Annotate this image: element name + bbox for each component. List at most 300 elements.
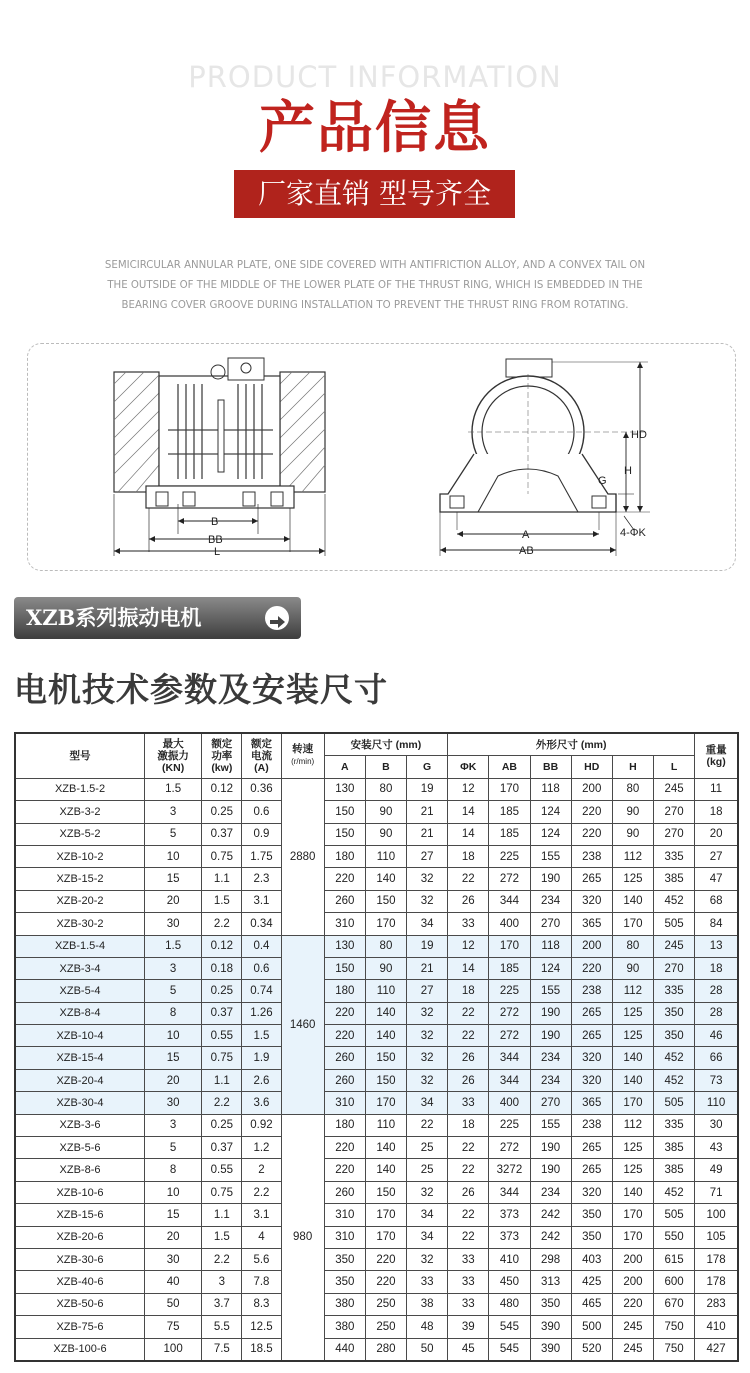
header-line: (kw) [211, 761, 233, 774]
table-cell: 80 [365, 778, 406, 800]
table-cell: 2 [242, 1159, 281, 1181]
table-cell: 750 [653, 1338, 694, 1361]
table-cell: 140 [365, 1002, 406, 1024]
table-cell: 84 [695, 913, 738, 935]
table-cell: 220 [324, 1159, 365, 1181]
table-cell: 350 [530, 1293, 571, 1315]
table-row [15, 980, 738, 1002]
table-row [15, 1047, 738, 1069]
table-cell: 25 [407, 1137, 448, 1159]
table-cell: 505 [653, 1092, 694, 1114]
spec-table-body [15, 778, 738, 1361]
table-cell: 2.6 [242, 1069, 281, 1091]
table-cell: 0.37 [202, 823, 242, 845]
model-cell: XZB-30-2 [15, 913, 145, 935]
table-cell: 170 [365, 1092, 406, 1114]
table-cell: 245 [653, 778, 694, 800]
table-cell: 2.2 [202, 1248, 242, 1270]
spec-table [14, 732, 739, 1362]
header-bb: BB [530, 756, 571, 778]
table-cell: 5 [145, 1137, 202, 1159]
table-cell: 15 [145, 1047, 202, 1069]
model-cell: XZB-15-4 [15, 1047, 145, 1069]
table-cell: 350 [653, 1025, 694, 1047]
table-cell: 238 [571, 1114, 612, 1136]
table-cell: 15 [145, 868, 202, 890]
table-cell: 33 [448, 1092, 489, 1114]
table-cell: 26 [448, 1047, 489, 1069]
table-cell: 280 [365, 1338, 406, 1361]
table-cell: 220 [365, 1271, 406, 1293]
table-cell: 3 [202, 1271, 242, 1293]
table-cell: 1.1 [202, 1204, 242, 1226]
table-cell: 550 [653, 1226, 694, 1248]
table-cell: 125 [612, 1025, 653, 1047]
table-cell: 155 [530, 1114, 571, 1136]
table-cell: 2.2 [202, 1092, 242, 1114]
table-cell: 30 [145, 1248, 202, 1270]
table-row [15, 1338, 738, 1361]
table-cell: 125 [612, 1159, 653, 1181]
table-cell: 12 [448, 935, 489, 957]
table-cell: 0.37 [202, 1002, 242, 1024]
table-cell: 26 [448, 890, 489, 912]
table-cell: 0.74 [242, 980, 281, 1002]
model-cell: XZB-50-6 [15, 1293, 145, 1315]
table-cell: 185 [489, 957, 530, 979]
table-cell: 130 [324, 935, 365, 957]
table-cell: 185 [489, 801, 530, 823]
header-b: B [365, 756, 406, 778]
table-cell: 18.5 [242, 1338, 281, 1361]
table-cell: 245 [653, 935, 694, 957]
table-cell: 350 [324, 1271, 365, 1293]
table-cell: 22 [448, 1025, 489, 1047]
page-title: 产品信息 [259, 96, 491, 161]
table-cell: 220 [571, 823, 612, 845]
table-cell: 0.6 [242, 801, 281, 823]
table-cell: 265 [571, 1137, 612, 1159]
table-cell: 90 [612, 801, 653, 823]
table-cell: 600 [653, 1271, 694, 1293]
table-cell: 380 [324, 1293, 365, 1315]
table-cell: 200 [612, 1248, 653, 1270]
background-title: PRODUCT INFORMATION [188, 60, 562, 94]
table-cell: 5 [145, 980, 202, 1002]
table-cell: 27 [407, 845, 448, 867]
dimension-label-a: A [522, 529, 530, 541]
table-cell: 50 [407, 1338, 448, 1361]
table-cell: 32 [407, 1047, 448, 1069]
table-cell: 270 [530, 913, 571, 935]
table-cell: 373 [489, 1204, 530, 1226]
table-cell: 140 [365, 868, 406, 890]
table-cell: 0.18 [202, 957, 242, 979]
table-cell: 13 [695, 935, 738, 957]
table-cell: 15 [145, 1204, 202, 1226]
table-cell: 68 [695, 890, 738, 912]
table-cell: 225 [489, 845, 530, 867]
table-cell: 124 [530, 957, 571, 979]
table-cell: 385 [653, 1137, 694, 1159]
table-cell: 220 [571, 801, 612, 823]
table-cell: 270 [653, 823, 694, 845]
table-cell: 670 [653, 1293, 694, 1315]
table-cell: 130 [324, 778, 365, 800]
table-cell: 125 [612, 1002, 653, 1024]
table-cell: 3.6 [242, 1092, 281, 1114]
table-cell: 28 [695, 980, 738, 1002]
table-cell: 1.5 [145, 935, 202, 957]
speed-cell: 1460 [281, 935, 324, 1114]
table-cell: 225 [489, 1114, 530, 1136]
model-cell: XZB-40-6 [15, 1271, 145, 1293]
table-row [15, 778, 738, 800]
table-cell: 190 [530, 1002, 571, 1024]
table-cell: 270 [653, 957, 694, 979]
model-cell: XZB-5-6 [15, 1137, 145, 1159]
table-cell: 90 [365, 823, 406, 845]
table-row [15, 913, 738, 935]
table-cell: 0.34 [242, 913, 281, 935]
table-cell: 390 [530, 1316, 571, 1338]
table-row [15, 1069, 738, 1091]
table-cell: 3 [145, 957, 202, 979]
table-cell: 22 [448, 1137, 489, 1159]
table-cell: 200 [612, 1271, 653, 1293]
table-cell: 272 [489, 868, 530, 890]
table-cell: 118 [530, 778, 571, 800]
arrow-right-icon [265, 606, 289, 630]
table-cell: 80 [612, 935, 653, 957]
table-cell: 350 [653, 1002, 694, 1024]
table-cell: 1.1 [202, 868, 242, 890]
dimension-drawing [27, 343, 736, 571]
dimension-label-l: L [214, 546, 221, 558]
table-cell: 8 [145, 1159, 202, 1181]
model-cell: XZB-1.5-2 [15, 778, 145, 800]
model-cell: XZB-100-6 [15, 1338, 145, 1361]
table-cell: 0.25 [202, 1114, 242, 1136]
table-cell: 170 [365, 1204, 406, 1226]
table-cell: 220 [324, 1137, 365, 1159]
model-cell: XZB-15-6 [15, 1204, 145, 1226]
table-cell: 22 [448, 1002, 489, 1024]
table-cell: 18 [695, 801, 738, 823]
table-cell: 0.37 [202, 1137, 242, 1159]
table-cell: 234 [530, 1069, 571, 1091]
table-cell: 3.7 [202, 1293, 242, 1315]
table-cell: 105 [695, 1226, 738, 1248]
table-cell: 310 [324, 1226, 365, 1248]
table-cell: 11 [695, 778, 738, 800]
table-cell: 238 [571, 980, 612, 1002]
table-row [15, 1137, 738, 1159]
table-cell: 0.92 [242, 1114, 281, 1136]
speed-cell: 2880 [281, 778, 324, 935]
model-cell: XZB-20-2 [15, 890, 145, 912]
table-cell: 19 [407, 935, 448, 957]
table-cell: 22 [448, 1226, 489, 1248]
table-cell: 190 [530, 868, 571, 890]
model-cell: XZB-3-2 [15, 801, 145, 823]
header-line: 重量 [705, 743, 727, 756]
table-cell: 22 [448, 868, 489, 890]
table-cell: 3.1 [242, 890, 281, 912]
table-cell: 0.75 [202, 845, 242, 867]
table-cell: 140 [612, 890, 653, 912]
table-cell: 344 [489, 890, 530, 912]
table-cell: 400 [489, 913, 530, 935]
table-cell: 28 [695, 1002, 738, 1024]
dimension-label-bb: BB [208, 534, 223, 546]
table-cell: 242 [530, 1204, 571, 1226]
table-cell: 1.5 [202, 890, 242, 912]
table-cell: 170 [365, 913, 406, 935]
table-row [15, 1025, 738, 1047]
header-h: H [612, 756, 653, 778]
table-cell: 220 [365, 1248, 406, 1270]
table-row [15, 1092, 738, 1114]
table-cell: 33 [407, 1271, 448, 1293]
table-cell: 5 [145, 823, 202, 845]
table-cell: 1.26 [242, 1002, 281, 1024]
table-cell: 32 [407, 1002, 448, 1024]
table-cell: 170 [612, 1226, 653, 1248]
table-cell: 260 [324, 1069, 365, 1091]
header-ab: AB [489, 756, 530, 778]
table-cell: 0.75 [202, 1047, 242, 1069]
motor-side-view [114, 358, 325, 556]
table-cell: 180 [324, 980, 365, 1002]
table-cell: 270 [653, 801, 694, 823]
table-cell: 170 [489, 935, 530, 957]
header-line: (kg) [706, 755, 726, 768]
table-cell: 425 [571, 1271, 612, 1293]
table-cell: 150 [324, 823, 365, 845]
table-cell: 49 [695, 1159, 738, 1181]
table-cell: 30 [695, 1114, 738, 1136]
table-cell: 234 [530, 890, 571, 912]
table-cell: 427 [695, 1338, 738, 1361]
dimension-label-b: B [211, 516, 219, 528]
table-cell: 18 [448, 1114, 489, 1136]
table-cell: 4 [242, 1226, 281, 1248]
table-row [15, 1293, 738, 1315]
table-cell: 365 [571, 1092, 612, 1114]
table-row [15, 1181, 738, 1203]
table-cell: 385 [653, 868, 694, 890]
table-cell: 14 [448, 957, 489, 979]
table-cell: 178 [695, 1271, 738, 1293]
table-cell: 0.9 [242, 823, 281, 845]
table-row [15, 823, 738, 845]
table-cell: 0.12 [202, 935, 242, 957]
table-cell: 265 [571, 1002, 612, 1024]
table-cell: 19 [407, 778, 448, 800]
table-cell: 220 [324, 868, 365, 890]
header-line: 最大 [162, 737, 184, 750]
model-cell: XZB-10-4 [15, 1025, 145, 1047]
table-cell: 320 [571, 1069, 612, 1091]
table-cell: 14 [448, 801, 489, 823]
table-row [15, 868, 738, 890]
table-cell: 90 [612, 823, 653, 845]
header-line: (A) [254, 761, 269, 774]
table-cell: 3272 [489, 1159, 530, 1181]
table-row [15, 1271, 738, 1293]
table-cell: 220 [571, 957, 612, 979]
table-cell: 18 [448, 845, 489, 867]
table-cell: 66 [695, 1047, 738, 1069]
dimension-label-k: 4-ΦK [620, 527, 646, 539]
table-cell: 140 [365, 1159, 406, 1181]
model-cell: XZB-8-6 [15, 1159, 145, 1181]
table-cell: 320 [571, 1047, 612, 1069]
header-line: 电流 [250, 749, 272, 762]
table-row [15, 890, 738, 912]
table-cell: 344 [489, 1047, 530, 1069]
table-cell: 403 [571, 1248, 612, 1270]
header-line: 转速 [292, 743, 314, 756]
table-cell: 185 [489, 823, 530, 845]
table-cell: 385 [653, 1159, 694, 1181]
table-cell: 260 [324, 890, 365, 912]
table-cell: 190 [530, 1137, 571, 1159]
table-cell: 350 [324, 1248, 365, 1270]
table-cell: 140 [612, 1047, 653, 1069]
table-cell: 283 [695, 1293, 738, 1315]
header-l: L [653, 756, 694, 778]
table-cell: 7.5 [202, 1338, 242, 1361]
table-cell: 50 [145, 1293, 202, 1315]
table-cell: 1.5 [242, 1025, 281, 1047]
header-line: (KN) [162, 761, 185, 774]
table-cell: 3.1 [242, 1204, 281, 1226]
table-cell: 452 [653, 1069, 694, 1091]
table-cell: 90 [365, 801, 406, 823]
table-cell: 112 [612, 980, 653, 1002]
table-cell: 5.6 [242, 1248, 281, 1270]
table-cell: 400 [489, 1092, 530, 1114]
table-cell: 0.25 [202, 980, 242, 1002]
table-cell: 26 [448, 1181, 489, 1203]
model-cell: XZB-1.5-4 [15, 935, 145, 957]
table-cell: 34 [407, 1204, 448, 1226]
speed-cell: 980 [281, 1114, 324, 1361]
table-cell: 313 [530, 1271, 571, 1293]
table-cell: 34 [407, 913, 448, 935]
table-cell: 22 [407, 1114, 448, 1136]
table-cell: 90 [612, 957, 653, 979]
table-cell: 32 [407, 890, 448, 912]
table-cell: 155 [530, 980, 571, 1002]
table-cell: 272 [489, 1025, 530, 1047]
table-cell: 272 [489, 1002, 530, 1024]
table-cell: 250 [365, 1293, 406, 1315]
table-cell: 170 [612, 913, 653, 935]
table-cell: 190 [530, 1025, 571, 1047]
description-line: THE OUTSIDE OF THE MIDDLE OF THE LOWER PLATE OF THE THRUST RING, WHICH IS EMBEDDED IN THE [107, 280, 643, 291]
table-cell: 0.55 [202, 1159, 242, 1181]
table-row [15, 845, 738, 867]
table-cell: 350 [571, 1226, 612, 1248]
table-cell: 0.25 [202, 801, 242, 823]
table-cell: 1.75 [242, 845, 281, 867]
table-cell: 2.3 [242, 868, 281, 890]
table-cell: 310 [324, 1204, 365, 1226]
table-cell: 48 [407, 1316, 448, 1338]
header-a: A [324, 756, 365, 778]
table-cell: 0.6 [242, 957, 281, 979]
table-cell: 18 [695, 957, 738, 979]
table-row [15, 801, 738, 823]
header-outline: 外形尺寸 (mm) [448, 733, 695, 756]
table-cell: 10 [145, 1025, 202, 1047]
table-cell: 190 [530, 1159, 571, 1181]
header-g: G [407, 756, 448, 778]
table-cell: 150 [365, 1069, 406, 1091]
header-power [202, 733, 242, 778]
description-line: SEMICIRCULAR ANNULAR PLATE, ONE SIDE COVERED WITH ANTIFRICTION ALLOY, AND A CONVEX TAIL ON [104, 260, 646, 271]
table-cell: 73 [695, 1069, 738, 1091]
table-cell: 234 [530, 1181, 571, 1203]
table-cell: 505 [653, 1204, 694, 1226]
motor-front-view [440, 359, 650, 556]
table-cell: 20 [145, 890, 202, 912]
model-cell: XZB-5-4 [15, 980, 145, 1002]
table-cell: 38 [407, 1293, 448, 1315]
table-cell: 125 [612, 1137, 653, 1159]
table-cell: 238 [571, 845, 612, 867]
description-line: BEARING COVER GROOVE DURING INSTALLATION TO PREVENT THE THRUST RING FROM ROTATING. [121, 300, 629, 311]
table-cell: 32 [407, 1248, 448, 1270]
series-title: XZB系列振动电机 [26, 605, 202, 630]
table-cell: 320 [571, 1181, 612, 1203]
table-cell: 0.36 [242, 778, 281, 800]
table-cell: 32 [407, 1181, 448, 1203]
table-cell: 8 [145, 1002, 202, 1024]
table-cell: 5.5 [202, 1316, 242, 1338]
table-cell: 452 [653, 890, 694, 912]
table-cell: 112 [612, 1114, 653, 1136]
table-cell: 452 [653, 1181, 694, 1203]
dimension-label-h: H [624, 465, 632, 477]
table-cell: 310 [324, 1092, 365, 1114]
table-cell: 520 [571, 1338, 612, 1361]
dimension-label-g: G [598, 475, 607, 487]
table-cell: 118 [530, 935, 571, 957]
header-line: 激振力 [157, 749, 189, 762]
table-cell: 20 [145, 1069, 202, 1091]
model-cell: XZB-10-2 [15, 845, 145, 867]
table-cell: 260 [324, 1047, 365, 1069]
table-cell: 80 [365, 935, 406, 957]
table-cell: 225 [489, 980, 530, 1002]
table-cell: 545 [489, 1338, 530, 1361]
header-line: 额定 [211, 737, 233, 750]
table-cell: 20 [145, 1226, 202, 1248]
table-cell: 140 [612, 1069, 653, 1091]
table-cell: 21 [407, 823, 448, 845]
table-cell: 25 [407, 1159, 448, 1181]
table-cell: 21 [407, 957, 448, 979]
header-model: 型号 [15, 733, 145, 778]
table-cell: 200 [571, 778, 612, 800]
table-cell: 265 [571, 1159, 612, 1181]
table-cell: 40 [145, 1271, 202, 1293]
table-cell: 365 [571, 913, 612, 935]
